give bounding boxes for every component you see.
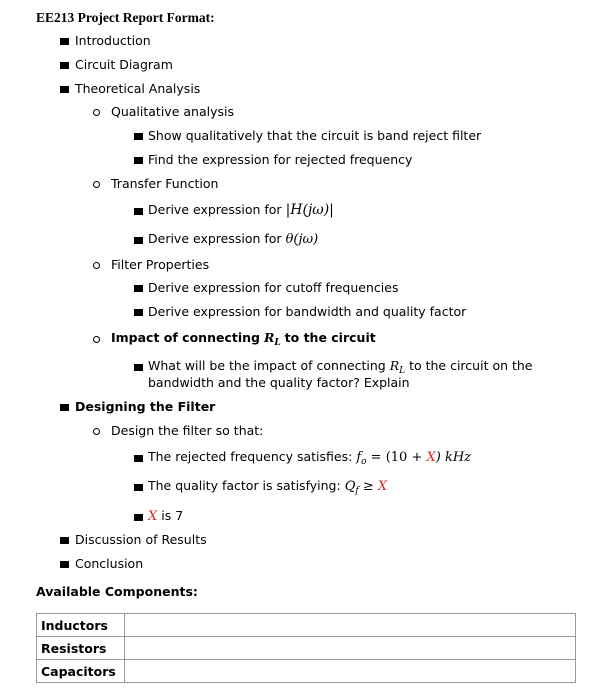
component-label-resistors: Resistors [37, 637, 125, 660]
impact-item-pre: What will be the impact of connecting [148, 358, 386, 373]
tf-item-2-math: θ(jω) [285, 232, 319, 247]
bullet-square [134, 157, 143, 164]
bullet-circle [93, 262, 100, 269]
item-circuit-diagram: Circuit Diagram [75, 57, 173, 72]
bullet-square [134, 133, 143, 140]
item-qualitative-analysis: Qualitative analysis [111, 104, 234, 119]
table-row [37, 637, 576, 660]
design-item-2-text: The quality factor is satisfying: [148, 478, 341, 493]
qa-item-2: Find the expression for rejected frequency [148, 152, 413, 167]
item-designing: Designing the Filter [75, 399, 216, 414]
bullet-square [134, 208, 143, 215]
component-value-cell [125, 637, 576, 660]
bullet-square [60, 537, 69, 544]
impact-item-line1 [148, 358, 533, 376]
design-so-that: Design the filter so that: [111, 423, 264, 438]
design-item-3-text: is 7 [161, 508, 184, 523]
qa-item-1: Show qualitatively that the circuit is band reject filter [148, 128, 482, 143]
fp-item-1: Derive expression for cutoff frequencies [148, 280, 399, 295]
available-components-heading: Available Components: [36, 584, 198, 599]
bullet-square [134, 484, 143, 491]
tf-item-1-math: |H(jω)| [285, 202, 334, 218]
design-item-2 [148, 478, 387, 496]
impact-item-line2: bandwidth and the quality factor? Explain [148, 375, 410, 390]
component-value-cell [125, 660, 576, 683]
bullet-square [60, 561, 69, 568]
item-discussion: Discussion of Results [75, 532, 207, 547]
fp-item-2: Derive expression for bandwidth and quality factor [148, 304, 467, 319]
component-label-capacitors: Capacitors [37, 660, 125, 683]
design-item-1-text: The rejected frequency satisfies: [148, 449, 353, 464]
design-item-1-math: $f_o = (10 + X)$ kHz [356, 450, 472, 467]
item-transfer-function: Transfer Function [111, 176, 219, 191]
bullet-square [134, 237, 143, 244]
bullet-square [60, 404, 69, 411]
bullet-square [134, 285, 143, 292]
impact-pre: Impact of connecting [111, 330, 260, 345]
table-row [37, 660, 576, 683]
item-impact [111, 330, 376, 348]
document-title: EE213 Project Report Format: [36, 10, 215, 25]
bullet-square [60, 38, 69, 45]
components-table [36, 613, 576, 683]
impact-item-var: $R_L$ [389, 358, 406, 376]
tf-item-2 [148, 231, 318, 247]
design-item-3-x: X [148, 509, 158, 524]
bullet-circle [93, 428, 100, 435]
item-filter-properties: Filter Properties [111, 257, 210, 272]
tf-item-1 [148, 202, 334, 218]
bullet-square [60, 86, 69, 93]
item-theoretical-analysis: Theoretical Analysis [75, 81, 201, 96]
tf-item-2-text: Derive expression for [148, 231, 282, 246]
component-label-inductors: Inductors [37, 614, 125, 637]
bullet-square [134, 455, 143, 462]
design-item-3 [148, 508, 183, 524]
impact-post: to the circuit [284, 330, 376, 345]
design-item-1 [148, 449, 471, 467]
impact-item-post: to the circuit on the [409, 358, 533, 373]
bullet-circle [93, 336, 100, 343]
item-conclusion: Conclusion [75, 556, 144, 571]
bullet-square [134, 514, 143, 521]
bullet-square [134, 309, 143, 316]
bullet-circle [93, 181, 100, 188]
design-item-2-math: $Q_f \ge X$ [344, 479, 388, 496]
bullet-square [134, 364, 143, 371]
impact-var: $R_L$ [263, 330, 281, 348]
bullet-circle [93, 109, 100, 116]
bullet-square [60, 62, 69, 69]
table-row [37, 614, 576, 637]
component-value-cell [125, 614, 576, 637]
tf-item-1-text: Derive expression for [148, 202, 282, 217]
item-introduction: Introduction [75, 33, 151, 48]
